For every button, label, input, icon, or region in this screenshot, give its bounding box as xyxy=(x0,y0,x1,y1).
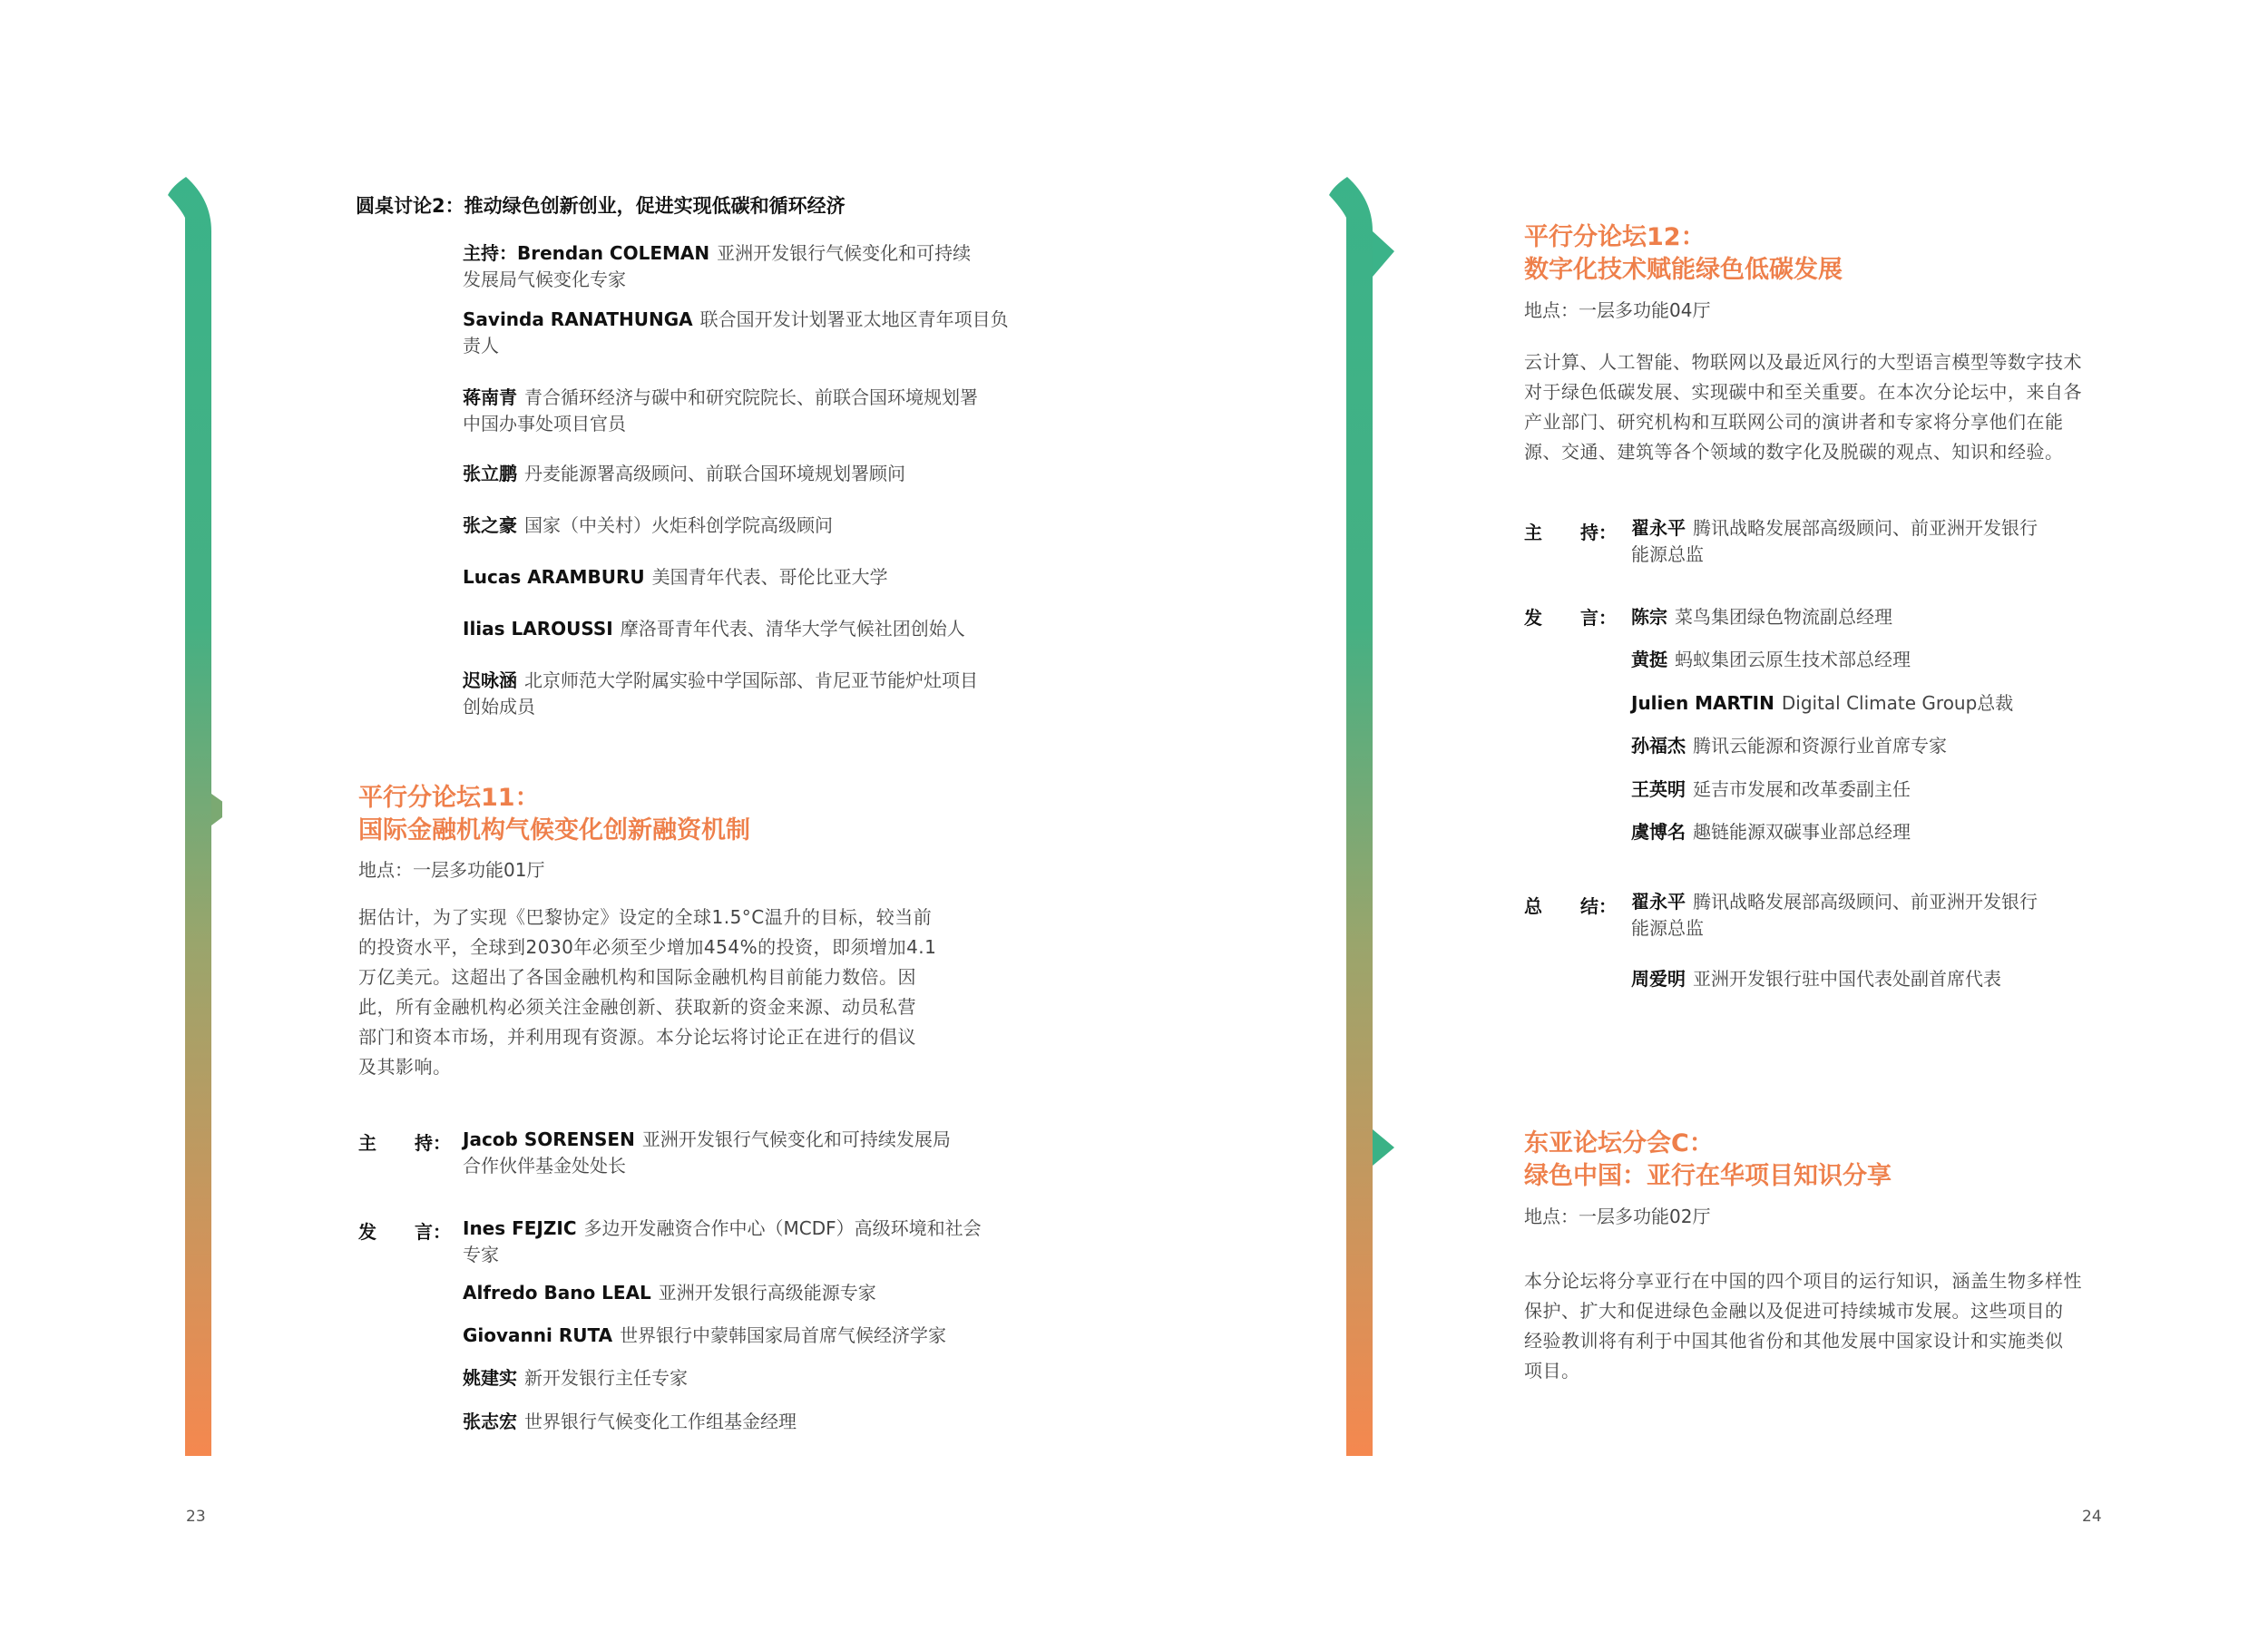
timeline-bar-right xyxy=(1329,177,1397,1456)
timeline-bar-left xyxy=(168,177,222,1456)
roundtable-entry: Savinda RANATHUNGA 联合国开发计划署亚太地区青年项目负 责人 xyxy=(463,308,1009,356)
forum12-title: 平行分论坛12： 数字化技术赋能绿色低碳发展 xyxy=(1524,223,1843,284)
host-label: 主 持： xyxy=(358,1132,451,1154)
forumC-location: 地点：一层多功能02厅 xyxy=(1524,1206,1711,1227)
forum12-speaker: Julien MARTIN Digital Climate Group总裁 xyxy=(1631,692,2014,714)
roundtable-entry: Lucas ARAMBURU 美国青年代表、哥伦比亚大学 xyxy=(463,566,888,588)
forum11-speaker: 张志宏 世界银行气候变化工作组基金经理 xyxy=(463,1411,797,1432)
forum12-speaker: 孙福杰 腾讯云能源和资源行业首席专家 xyxy=(1631,735,1947,757)
forum11-speaker: 姚建实 新开发银行主任专家 xyxy=(463,1367,688,1389)
roundtable-title: 圆桌讨论2：推动绿色创新创业，促进实现低碳和循环经济 xyxy=(356,195,846,217)
host-label: 主 持： xyxy=(1524,522,1617,543)
forum12-description: 云计算、人工智能、物联网以及最近风行的大型语言模型等数字技术 对于绿色低碳发展、实现碳中和至关重要。在本次分论坛中，来自各 产业部门、研究机构和互联网公司的演讲者和专家将分享他们在能 源、交通、建筑等各个领域的数字化及脱碳的观点、知识和经验。 xyxy=(1524,351,2082,463)
forum12-location: 地点：一层多功能04厅 xyxy=(1524,299,1711,321)
speaker-label: 发 言： xyxy=(1524,607,1617,629)
forumC-title: 东亚论坛分会C： 绿色中国：亚行在华项目知识分享 xyxy=(1524,1129,1892,1190)
roundtable-entry: 迟咏涵 北京师范大学附属实验中学国际部、肯尼亚节能炉灶项目 创始成员 xyxy=(463,669,978,718)
summary-label: 总 结： xyxy=(1524,895,1617,917)
forum11-host: Jacob SORENSEN 亚洲开发银行气候变化和可持续发展局 合作伙伴基金处处长 xyxy=(463,1128,951,1177)
forum12-speaker: 王英明 延吉市发展和改革委副主任 xyxy=(1631,778,1911,800)
roundtable-entry: Ilias LAROUSSI 摩洛哥青年代表、清华大学气候社团创始人 xyxy=(463,618,965,640)
forum11-speaker: Alfredo Bano LEAL 亚洲开发银行高级能源专家 xyxy=(463,1282,876,1304)
forum11-location: 地点：一层多功能01厅 xyxy=(358,859,545,881)
speaker-label: 发 言： xyxy=(358,1221,451,1243)
page-number: 23 xyxy=(186,1508,206,1526)
roundtable-entry: 蒋南青 青合循环经济与碳中和研究院院长、前联合国环境规划署 中国办事处项目官员 xyxy=(463,386,978,435)
forum12-summary: 翟永平 腾讯战略发展部高级顾问、前亚洲开发银行 能源总监 xyxy=(1631,891,2038,939)
forum12-speaker: 虞博名 趣链能源双碳事业部总经理 xyxy=(1631,821,1911,843)
forum12-speaker: 陈宗 菜鸟集团绿色物流副总经理 xyxy=(1631,606,1892,628)
forumC-description: 本分论坛将分享亚行在中国的四个项目的运行知识，涵盖生物多样性 保护、扩大和促进绿色金融以及促进可持续城市发展。这些项目的 经验教训将有利于中国其他省份和其他发展中国家设计和实施类似 项目。 xyxy=(1524,1270,2082,1382)
forum11-title: 平行分论坛11： 国际金融机构气候变化创新融资机制 xyxy=(358,784,750,845)
roundtable-entry: 主持：Brendan COLEMAN 亚洲开发银行气候变化和可持续 发展局气候变化专家 xyxy=(463,242,972,290)
roundtable-entry: 张之豪 国家（中关村）火炬科创学院高级顾问 xyxy=(463,514,833,536)
forum12-host: 翟永平 腾讯战略发展部高级顾问、前亚洲开发银行 能源总监 xyxy=(1631,517,2038,565)
forum11-description: 据估计，为了实现《巴黎协定》设定的全球1.5°C温升的目标，较当前 的投资水平，全球到2030年必须至少增加454%的投资，即须增加4.1 万亿美元。这超出了各国金融机构和国际金融机构目前能力数倍。因 此，所有金融机构必须关注金融创新、获取新的资金来源、动员私营 部门和资本市场，并利用现有资源。本分论坛将讨论正在进行的倡议 及其影响。 xyxy=(358,906,937,1078)
forum11-speaker: Giovanni RUTA 世界银行中蒙韩国家局首席气候经济学家 xyxy=(463,1324,947,1346)
forum12-summary: 周爱明 亚洲开发银行驻中国代表处副首席代表 xyxy=(1631,968,2001,990)
page-number: 24 xyxy=(2082,1508,2102,1526)
forum12-speaker: 黄挺 蚂蚁集团云原生技术部总经理 xyxy=(1631,649,1911,670)
roundtable-entry: 张立鹏 丹麦能源署高级顾问、前联合国环境规划署顾问 xyxy=(463,463,905,484)
forum11-speaker: Ines FEJZIC 多边开发融资合作中心（MCDF）高级环境和社会 专家 xyxy=(463,1217,982,1265)
right-page xyxy=(1134,0,2268,1631)
